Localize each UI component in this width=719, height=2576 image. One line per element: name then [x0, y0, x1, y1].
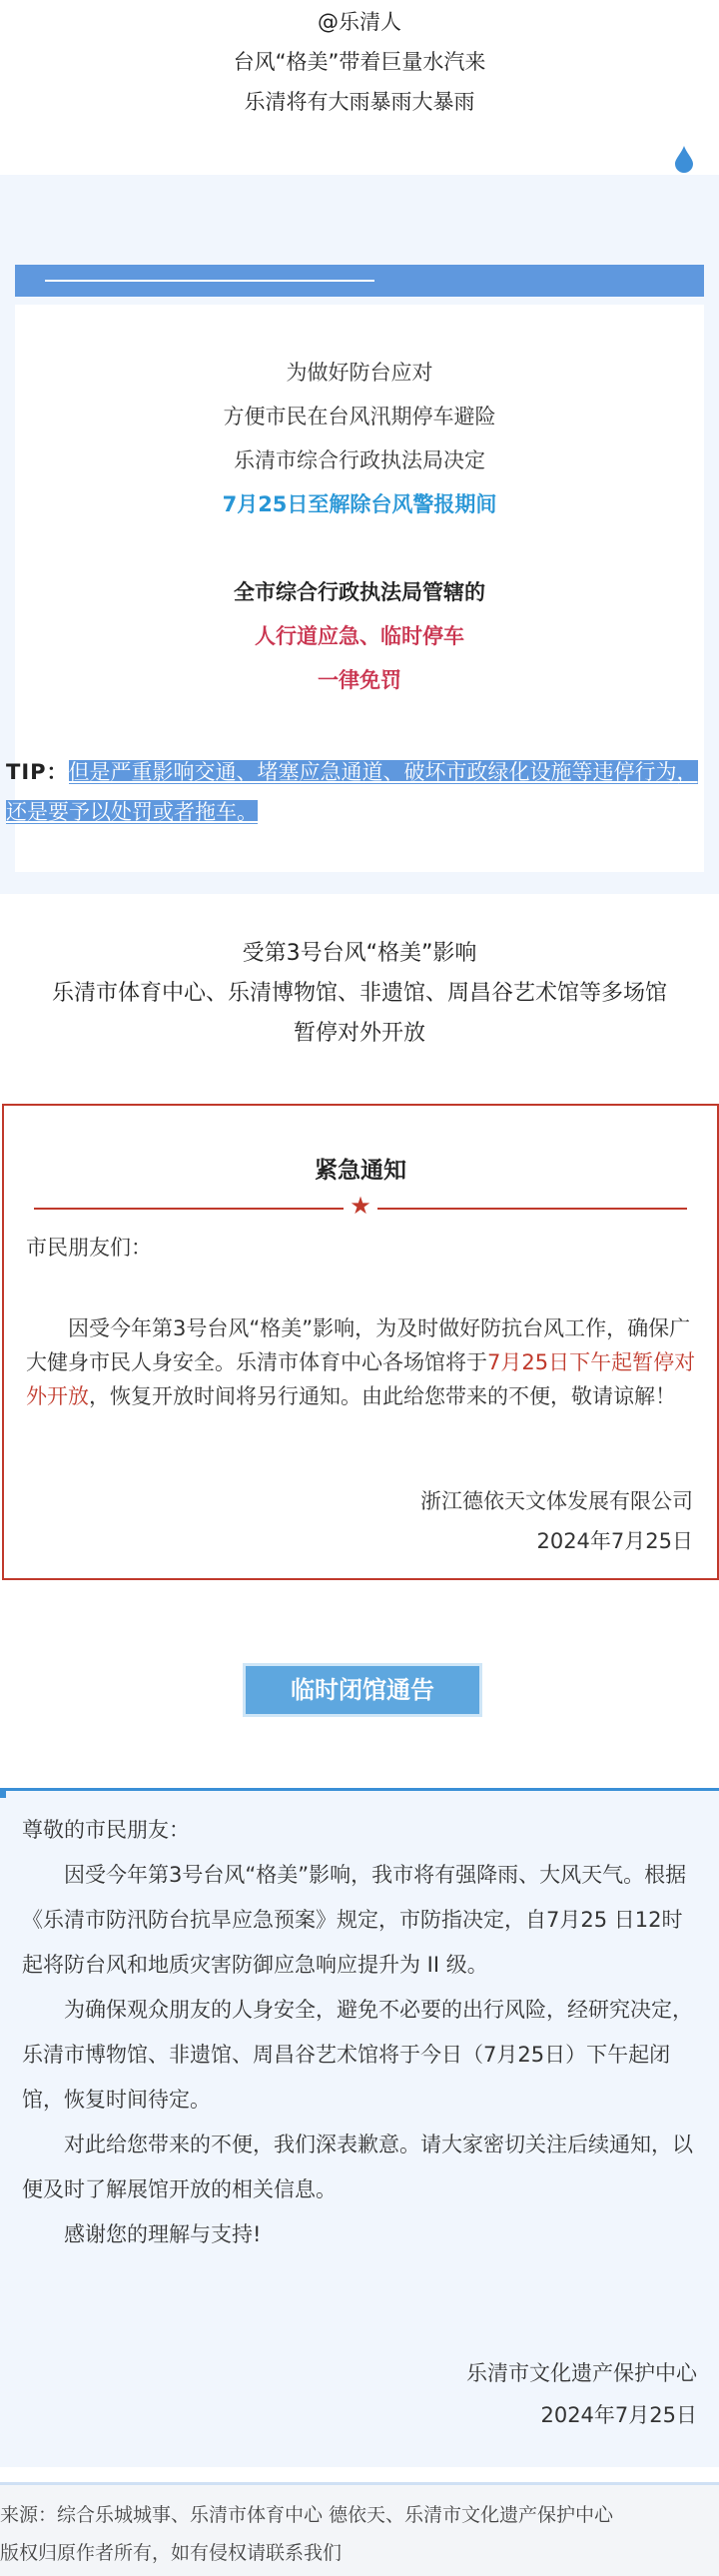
footer [0, 2482, 719, 2576]
body-highlight: 7月25日下午起暂停对外开放 [26, 1350, 696, 1408]
notice-date: 2024年7月25日 [540, 2403, 697, 2427]
footer-source: 来源：综合乐城城事、乐清市体育中心 德依天、乐清市文化遗产保护中心 [0, 2504, 614, 2526]
urgent-notice-greeting: 市民朋友们： [26, 1236, 152, 1260]
footer-divider [0, 2482, 719, 2485]
venues-line-3: 暂停对外开放 [293, 1021, 425, 1046]
divider-right [377, 1208, 687, 1210]
policy-line-3: 乐清市综合行政执法局决定 [234, 448, 485, 472]
policy-period: 7月25日至解除台风警报期间 [222, 492, 497, 516]
venues-closure-intro [0, 934, 719, 1054]
notice-paragraph-1: 因受今年第3号台风“格美”影响，我市将有强降雨、大风天气。根据《乐清市防汛防台抗旱应急预案》规定，市防指决定，自7月25 日12时起将防台风和地质灾害防御应急响应提升为 II 级。 [22, 1863, 687, 1977]
tip-note [6, 752, 713, 832]
banner-line [45, 280, 374, 282]
policy-scope: 全市综合行政执法局管辖的 [234, 580, 485, 604]
urgent-notice-body [26, 1311, 697, 1413]
museum-closure-notice [0, 1788, 719, 2467]
header-line-3: 乐清将有大雨暴雨大暴雨 [244, 90, 475, 114]
divider-left [34, 1208, 344, 1210]
section-banner [15, 265, 704, 297]
policy-exemption: 一律免罚 [318, 668, 401, 692]
body-part-1: 因受今年第3号台风“格美”影响，为及时做好防抗台风工作，确保广大健身市民人身安全。乐清市体育中心各场馆将于 [26, 1316, 691, 1374]
venues-line-1: 受第3号台风“格美”影响 [242, 941, 477, 966]
notice-salutation: 尊敬的市民朋友： [22, 1818, 190, 1842]
policy-line-2: 方便市民在台风汛期停车避险 [223, 405, 496, 429]
policy-parking-types: 人行道应急、临时停车 [255, 624, 464, 648]
water-drop-icon [673, 145, 695, 173]
notice-paragraph-3: 对此给您带来的不便，我们深表歉意。请大家密切关注后续通知，以便及时了解展馆开放的相关信息。 [22, 2133, 693, 2201]
header [0, 0, 719, 175]
footer-copyright: 版权归原作者所有，如有侵权请联系我们 [0, 2542, 343, 2564]
tip-label: TIP： [6, 760, 69, 784]
notice-top-line [6, 1788, 719, 1791]
parking-policy-section [0, 175, 719, 894]
star-icon: ★ [350, 1192, 371, 1220]
urgent-notice-title: 紧急通知 [315, 1158, 406, 1184]
body-part-2: ，恢复开放时间将另行通知。由此给您带来的不便，敬请谅解！ [89, 1384, 676, 1408]
notice-corner [0, 1788, 6, 1798]
header-line-2: 台风“格美”带着巨量水汽来 [233, 50, 486, 74]
header-line-1: @乐清人 [318, 10, 401, 34]
urgent-notice-card [2, 1104, 719, 1580]
urgent-notice-date: 2024年7月25日 [536, 1529, 693, 1553]
closure-label: 临时闭馆通告 [243, 1663, 482, 1717]
notice-org: 乐清市文化遗产保护中心 [466, 2361, 697, 2385]
tip-text: 但是严重影响交通、堵塞应急通道、破坏市政绿化设施等违停行为，还是要予以处罚或者拖车。 [6, 760, 698, 824]
notice-paragraph-4: 感谢您的理解与支持! [64, 2222, 262, 2246]
notice-content [22, 1808, 697, 2257]
notice-paragraph-2: 为确保观众朋友的人身安全，避免不必要的出行风险，经研究决定，乐清市博物馆、非遗馆、周昌谷艺术馆将于今日（7月25日）下午起闭馆，恢复时间待定。 [22, 1998, 693, 2112]
urgent-notice-org: 浙江德依天文体发展有限公司 [420, 1489, 693, 1513]
venues-line-2: 乐清市体育中心、乐清博物馆、非遗馆、周昌谷艺术馆等多场馆 [51, 981, 667, 1006]
policy-line-1: 为做好防台应对 [286, 361, 433, 385]
